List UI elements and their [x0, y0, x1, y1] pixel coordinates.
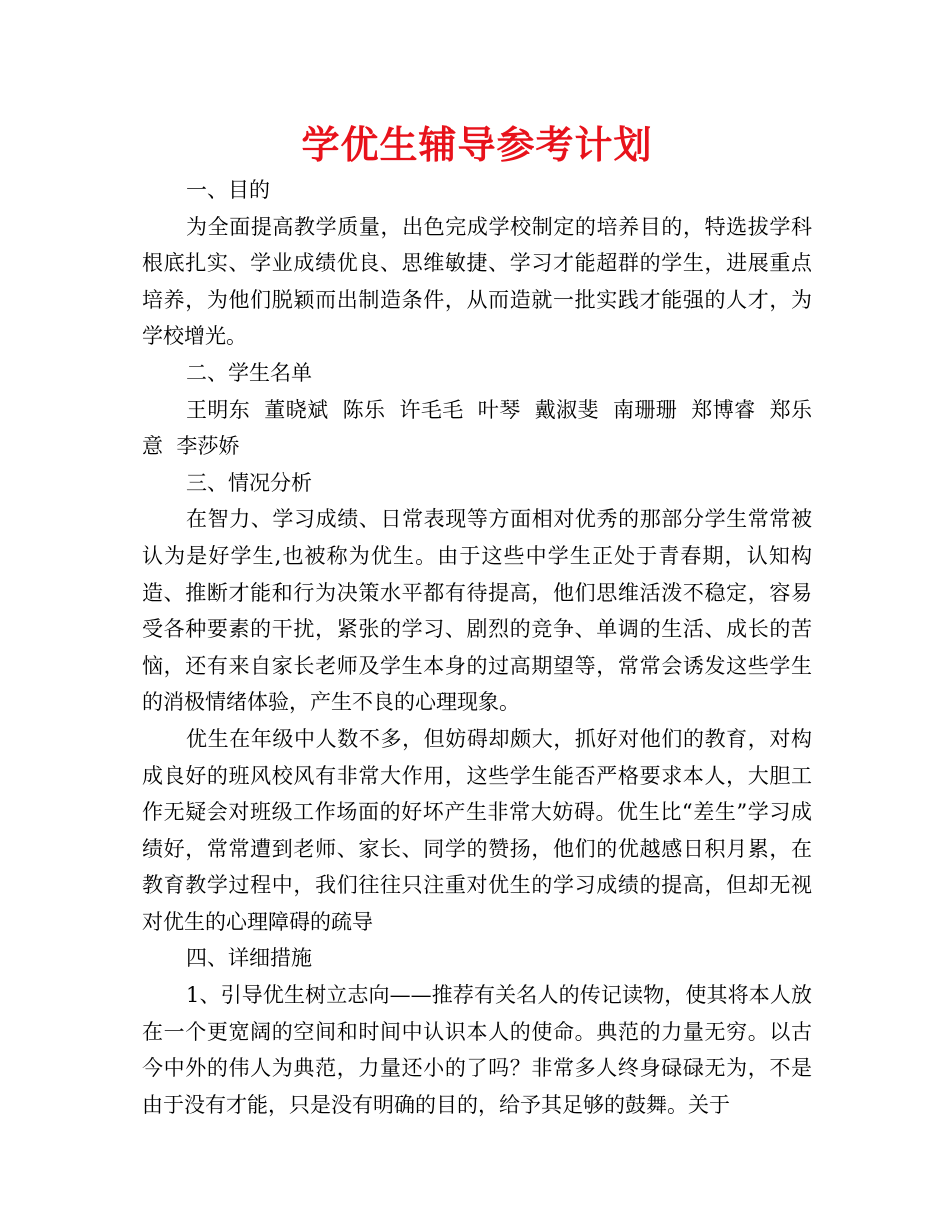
document-title: 学优生辅导参考计划: [301, 123, 653, 167]
section-heading: 二、学生名单: [186, 360, 312, 385]
paragraph: 1、引导优生树立志向——推荐有关名人的传记读物，使其将本人放在一个更宽阔的空间和时间中认识本人的使命。典范的力量无穷。以古今中外的伟人为典范，力量还小的了吗？非常多人终身碌碌无为，不是由于没有才能，只是没有明确的目的，给予其足够的鼓舞。关于: [142, 983, 812, 1117]
paragraph: 优生在年级中人数不多，但妨碍却颇大，抓好对他们的教育，对构成良好的班风校风有非常大作用，这些学生能否严格要求本人，大胆工作无疑会对班级工作场面的好坏产生非常大妨碍。优生比“差生”学习成绩好，常常遭到老师、家长、同学的赞扬，他们的优越感日积月累，在教育教学过程中，我们往往只注重对优生的学习成绩的提高，但却无视对优生的心理障碍的疏导: [142, 726, 812, 934]
section-heading: 四、详细措施: [186, 946, 312, 971]
section-analysis: [142, 465, 812, 941]
student-names: 王明东 董晓斌 陈乐 许毛毛 叶琴 戴淑斐 南珊珊 郑博睿 郑乐意 李莎娇: [142, 397, 812, 459]
paragraph: 在智力、学习成绩、日常表现等方面相对优秀的那部分学生常常被认为是好学生,也被称为优生。由于这些中学生正处于青春期，认知构造、推断才能和行为决策水平都有待提高，他们思维活泼不稳定，容易受各种要素的干扰，紧张的学习、剧烈的竞争、单调的生活、成长的苦恼，还有来自家长老师及学生本身的过高期望等，常常会诱发这些学生的消极情绪体验，产生不良的心理现象。: [142, 507, 812, 715]
document-page: [142, 118, 812, 1123]
paragraph: 为全面提高教学质量，出色完成学校制定的培养目的，特选拔学科根底扎实、学业成绩优良、思维敏捷、学习才能超群的学生，进展重点培养，为他们脱颖而出制造条件，从而造就一批实践才能强的人才，为学校增光。: [142, 214, 812, 349]
section-purpose: [142, 172, 812, 355]
section-heading: 三、情况分析: [186, 470, 312, 495]
section-heading: 一、目的: [186, 178, 270, 202]
section-measures: [142, 940, 812, 1123]
section-student-list: [142, 355, 812, 465]
